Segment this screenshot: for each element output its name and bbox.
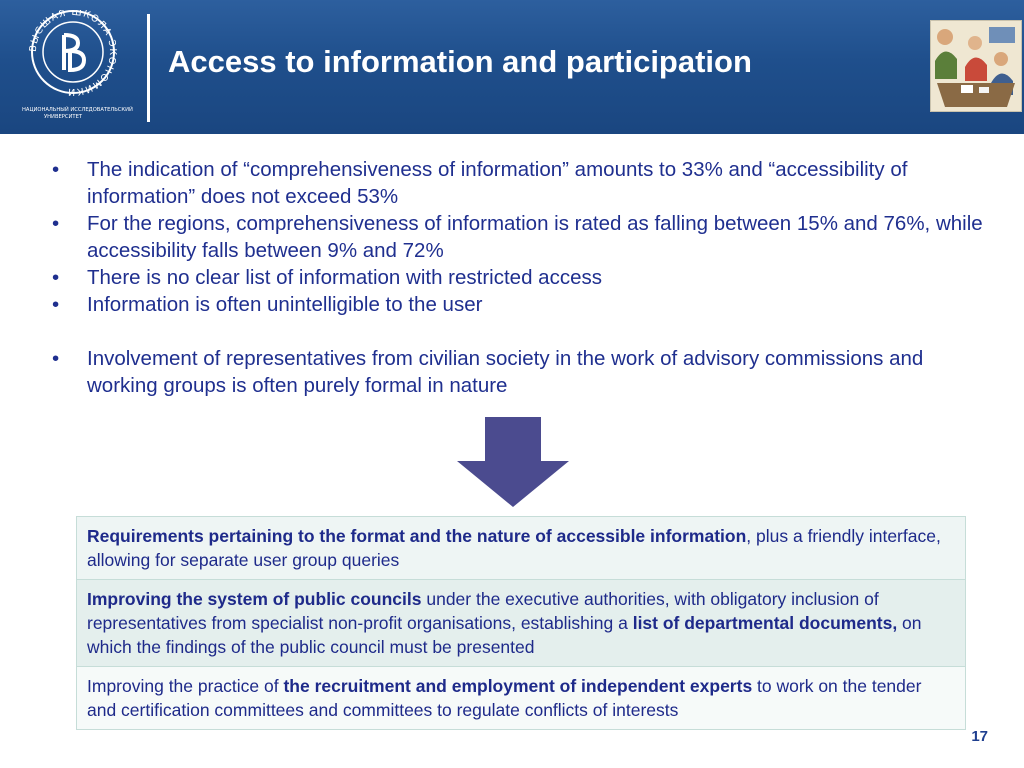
bullet-marker: • [52, 212, 60, 235]
bullet-text: For the regions, comprehensiveness of information is rated as falling between 15% and 76%, while accessibility falls between 9% and 72% [87, 212, 983, 262]
requirement-bold: Improving the system of public councils [87, 589, 422, 609]
requirement-box-format [77, 517, 965, 579]
requirement-bold: list of departmental documents, [632, 613, 898, 633]
requirement-text: under the executive authorities, with obligatory inclusion of representatives from specialist non-profit organisations, establishing a [87, 589, 879, 633]
university-logo-icon [18, 10, 138, 125]
requirements-table [76, 516, 966, 730]
requirement-box-experts [77, 666, 965, 729]
header-bar [0, 0, 1024, 134]
bullet-item [52, 156, 987, 210]
svg-text:ВЫСШАЯ ШКОЛА ЭКОНОМИКИ [28, 10, 118, 97]
requirement-text: on which the findings of the public council must be presented [87, 613, 922, 657]
bullet-marker: • [52, 293, 60, 316]
office-meeting-icon [931, 21, 1021, 111]
logo-caption-line1: НАЦИОНАЛЬНЫЙ ИССЛЕДОВАТЕЛЬСКИЙ [22, 107, 133, 113]
bullet-marker: • [52, 158, 60, 181]
bullet-marker: • [52, 266, 60, 289]
bullet-list [52, 156, 987, 399]
logo-caption-line2: УНИВЕРСИТЕТ [44, 114, 83, 120]
requirement-text: to work on the tender and certification committees and committees to regulate conflicts of interests [87, 676, 922, 720]
bullet-item [52, 345, 987, 399]
bullet-text: Involvement of representatives from civilian society in the work of advisory commissions and working groups is often purely formal in nature [87, 347, 924, 397]
bullet-text: The indication of “comprehensiveness of information” amounts to 33% and “accessibility of information” does not exceed 53% [87, 158, 908, 208]
page-number: 17 [971, 728, 988, 745]
bullet-text: Information is often unintelligible to the user [87, 293, 483, 316]
bullet-item [52, 291, 987, 318]
requirement-bold: Requirements pertaining to the format and the nature of accessible information [87, 526, 747, 546]
bullet-text: There is no clear list of information with restricted access [87, 266, 602, 289]
header-divider [147, 14, 150, 122]
office-meeting-illustration [930, 20, 1022, 112]
page-title: Access to information and participation [168, 44, 752, 79]
down-arrow-icon [455, 417, 571, 507]
bullet-marker: • [52, 347, 60, 370]
requirement-text: , plus a friendly interface, allowing for separate user group queries [87, 526, 941, 570]
requirement-bold: the recruitment and employment of independent experts [283, 676, 753, 696]
requirement-text: Improving the practice of [87, 676, 284, 696]
requirement-box-public-councils [77, 579, 965, 666]
university-logo [18, 10, 138, 125]
bullet-item [52, 264, 987, 291]
bullet-item [52, 210, 987, 264]
logo-circle-text: ВЫСШАЯ ШКОЛА ЭКОНОМИКИ [27, 10, 119, 98]
